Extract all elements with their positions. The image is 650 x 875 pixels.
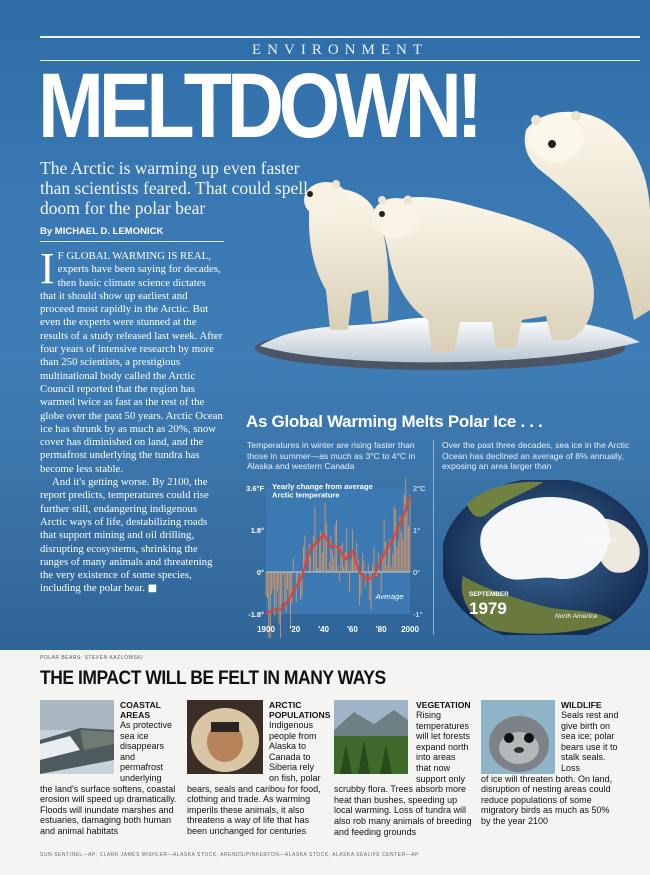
article-body	[40, 244, 223, 596]
vegetation-text-side: Rising temperatures will let forests expand north into areas that now support only	[416, 710, 471, 784]
map-month: SEPTEMBER	[469, 591, 509, 598]
coastal-text-side: As protective sea ice disappears and permafrost underlying	[120, 720, 173, 783]
chart-x-tick: 1900	[257, 625, 275, 634]
dek: The Arctic is warming up even faster than scientists feared. That could spell doom for the polar bear	[40, 158, 308, 218]
lead-caps: F GLOBAL WARMING IS REAL,	[57, 250, 211, 262]
chart-title-line-2: Arctic temperature	[272, 490, 340, 500]
byline: By MICHAEL D. LEMONICK	[40, 226, 164, 237]
wildlife-text-side: Seals rest and give birth on sea ice; polar bears use it to stalk seals. Loss	[561, 710, 619, 773]
arctic-person-photo	[187, 700, 263, 774]
polar-bear-small-left	[304, 180, 389, 330]
populations-side	[269, 700, 331, 784]
chart-x-tick: '20	[289, 625, 301, 634]
impact-item-populations	[187, 700, 331, 837]
end-mark-icon: ■	[147, 583, 158, 595]
vegetation-title: VEGETATION	[416, 700, 471, 710]
impact-item-coastal	[40, 700, 178, 837]
populations-text-side: Indigenous people from Alaska to Canada to Siberia rely on fish, polar	[269, 720, 321, 783]
wildlife-title: WILDLIFE	[561, 700, 602, 710]
chart-right-tick: 0°	[413, 568, 421, 577]
coastal-erosion-photo	[40, 700, 114, 774]
coastal-side	[120, 700, 178, 784]
section-label: ENVIRONMENT	[252, 42, 428, 58]
chart-x-tick: 2000	[401, 625, 419, 634]
byline-rule	[40, 241, 224, 242]
chart-left-tick: 3.6°F	[246, 484, 264, 493]
chart-right-tick: -1°	[413, 610, 423, 619]
vegetation-side	[416, 700, 472, 784]
paragraph-1-text: experts have been saying for decades, then basic climate science dictates that it should show up earliest and proceed most rapidly in the Arctic. But even the experts were stunned at the results of a study released last week. After four years of intensive research by more than 250 scientists, a prestigious multinational body called the Arctic Council reported that the region has warmed twice as fast as the rest of the globe over the past 50 years. Arctic Ocean ice has shrunk by as much as 20%, snow cover has diminished on land, and the permafrost underlying the tundra has become less stable.	[40, 263, 223, 475]
populations-text-full: bears, seals and caribou for food, clothing and trade. As warming imperils these animals, it also threatens a way of life that has been unchanged for centuries	[187, 783, 321, 836]
graphic-title: As Global Warming Melts Polar Ice . . .	[246, 412, 543, 431]
paragraph-2-text: And it's getting worse. By 2100, the report predicts, temperatures could rise further still, endangering indigenous Arctic ways of life, destabilizing roads that support mining and oil drilling, disrupting ecosystems, shrinking the ranges of many animals and threatening the very existence of some species, including the polar bear.	[40, 476, 213, 595]
chart-x-tick: '60	[346, 625, 358, 634]
chart-right-tick: 1°	[413, 526, 421, 535]
vegetation-text-full: scrubby flora. Trees absorb more heat than bushes, speeding up local warming. Loss of tundra will also rob many animals of breeding and feeding grounds	[334, 784, 472, 837]
chart-x-tick: '80	[375, 625, 387, 634]
chart-series-label: Average	[375, 592, 404, 602]
wildlife-side	[561, 700, 621, 774]
wildlife-text-full: of ice will threaten both. On land, disruption of nesting areas could reduce populations of some migratory birds as much as 50% by the year 2100	[481, 773, 613, 826]
impact-item-wildlife	[481, 700, 621, 827]
article-paragraph-2	[40, 476, 223, 596]
top-rule	[40, 36, 640, 38]
map-year: 1979	[469, 599, 507, 618]
photo-credit: POLAR BEARS: STEVEN KAZLOWSKI	[40, 655, 144, 661]
headline: MELTDOWN!	[38, 55, 478, 157]
chart-caption: Temperatures in winter are rising faster than those in summer—as much as 3°C to 4°C in Alaska and western Canada	[247, 440, 416, 471]
forest-photo	[334, 700, 408, 774]
map-label-north-america: North America	[555, 613, 597, 620]
drop-cap: I	[40, 244, 55, 293]
coastal-title: COASTAL AREAS	[120, 700, 161, 720]
coastal-text-full: the land's surface softens, coastal erosion will speed up dramatically. Floods will inundate marshes and estuaries, damaging both human and animal habitats	[40, 783, 177, 836]
sea-ice-map	[443, 480, 648, 635]
impact-item-vegetation	[334, 700, 472, 837]
map-label-greenland: Greenland	[583, 537, 616, 544]
chart-right-tick: 2°C	[413, 484, 426, 493]
chart-title-line-1: Yearly change from average	[272, 482, 373, 491]
seal-photo	[481, 700, 555, 774]
chart-x-tick: '40	[318, 625, 330, 634]
temperature-chart	[240, 478, 436, 638]
map-caption: Over the past three decades, sea ice in the Arctic Ocean has declined an average of 8% annually, exposing an area larger than	[442, 440, 630, 471]
article-paragraph-1	[40, 244, 223, 476]
chart-left-tick: -1.8°	[248, 610, 264, 619]
chart-left-tick: 1.8°	[250, 526, 264, 535]
populations-title: ARCTIC POPULATIONS	[269, 700, 331, 720]
chart-left-tick: 0°	[256, 568, 264, 577]
bottom-credits: SUN-SENTINEL—AP; CLARK JAMES MISHLER—ALASKA STOCK; ARENDS/PINKERTON—ALASKA STOCK; ALASKA SEALIFE CENTER—AP	[40, 852, 419, 858]
impact-title: THE IMPACT WILL BE FELT IN MANY WAYS	[40, 668, 386, 689]
